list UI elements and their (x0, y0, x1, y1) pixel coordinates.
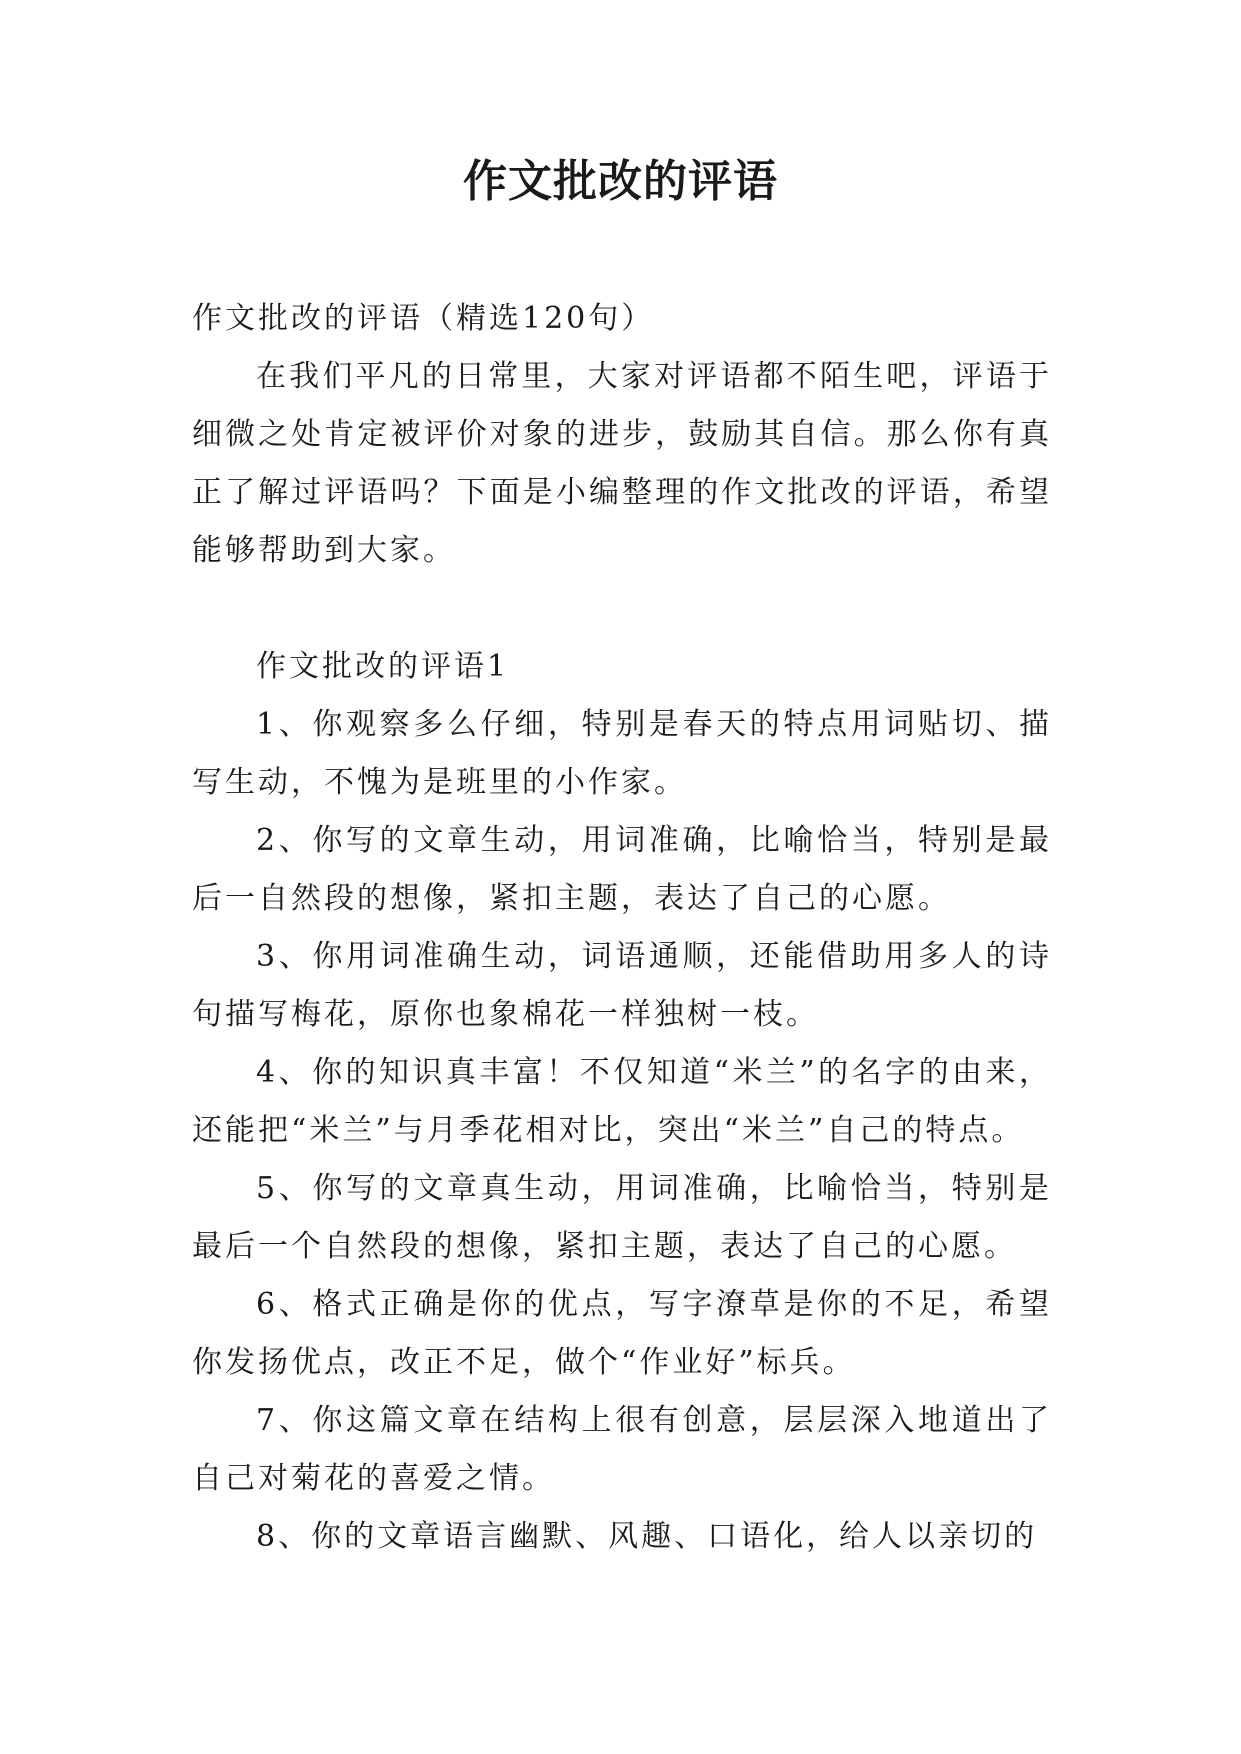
comment-item-4: 4、你的知识真丰富！不仅知道“米兰”的名字的由来，还能把“米兰”与月季花相对比，突出“米兰”自己的特点。 (192, 1055, 1052, 1148)
comment-item-2: 2、你写的文章生动，用词准确，比喻恰当，特别是最后一自然段的想像，紧扣主题，表达了自己的心愿。 (192, 823, 1052, 916)
section-spacer (192, 580, 1052, 638)
comment-item-1: 1、你观察多么仔细，特别是春天的特点用词贴切、描写生动，不愧为是班里的小作家。 (192, 707, 1052, 800)
comment-item-8: 8、你的文章语言幽默、风趣、口语化，给人以亲切的 (256, 1519, 1038, 1554)
section-heading: 作文批改的评语1 (256, 649, 510, 684)
document-subtitle: 作文批改的评语（精选120句） (192, 301, 655, 336)
intro-paragraph: 在我们平凡的日常里，大家对评语都不陌生吧，评语于细微之处肯定被评价对象的进步，鼓励其自信。那么你有真正了解过评语吗？下面是小编整理的作文批改的评语，希望能够帮助到大家。 (192, 359, 1052, 568)
page-title: 作文批改的评语 (463, 156, 778, 207)
comment-item-7: 7、你这篇文章在结构上很有创意，层层深入地道出了自己对菊花的喜爱之情。 (192, 1403, 1052, 1496)
comment-item-6: 6、格式正确是你的优点，写字潦草是你的不足，希望你发扬优点，改正不足，做个“作业好”标兵。 (192, 1287, 1052, 1380)
comment-item-3: 3、你用词准确生动，词语通顺，还能借助用多人的诗句描写梅花，原你也象棉花一样独树一枝。 (192, 939, 1052, 1032)
document-body (192, 290, 1052, 1566)
comment-item-5: 5、你写的文章真生动，用词准确，比喻恰当，特别是最后一个自然段的想像，紧扣主题，表达了自己的心愿。 (192, 1171, 1052, 1264)
